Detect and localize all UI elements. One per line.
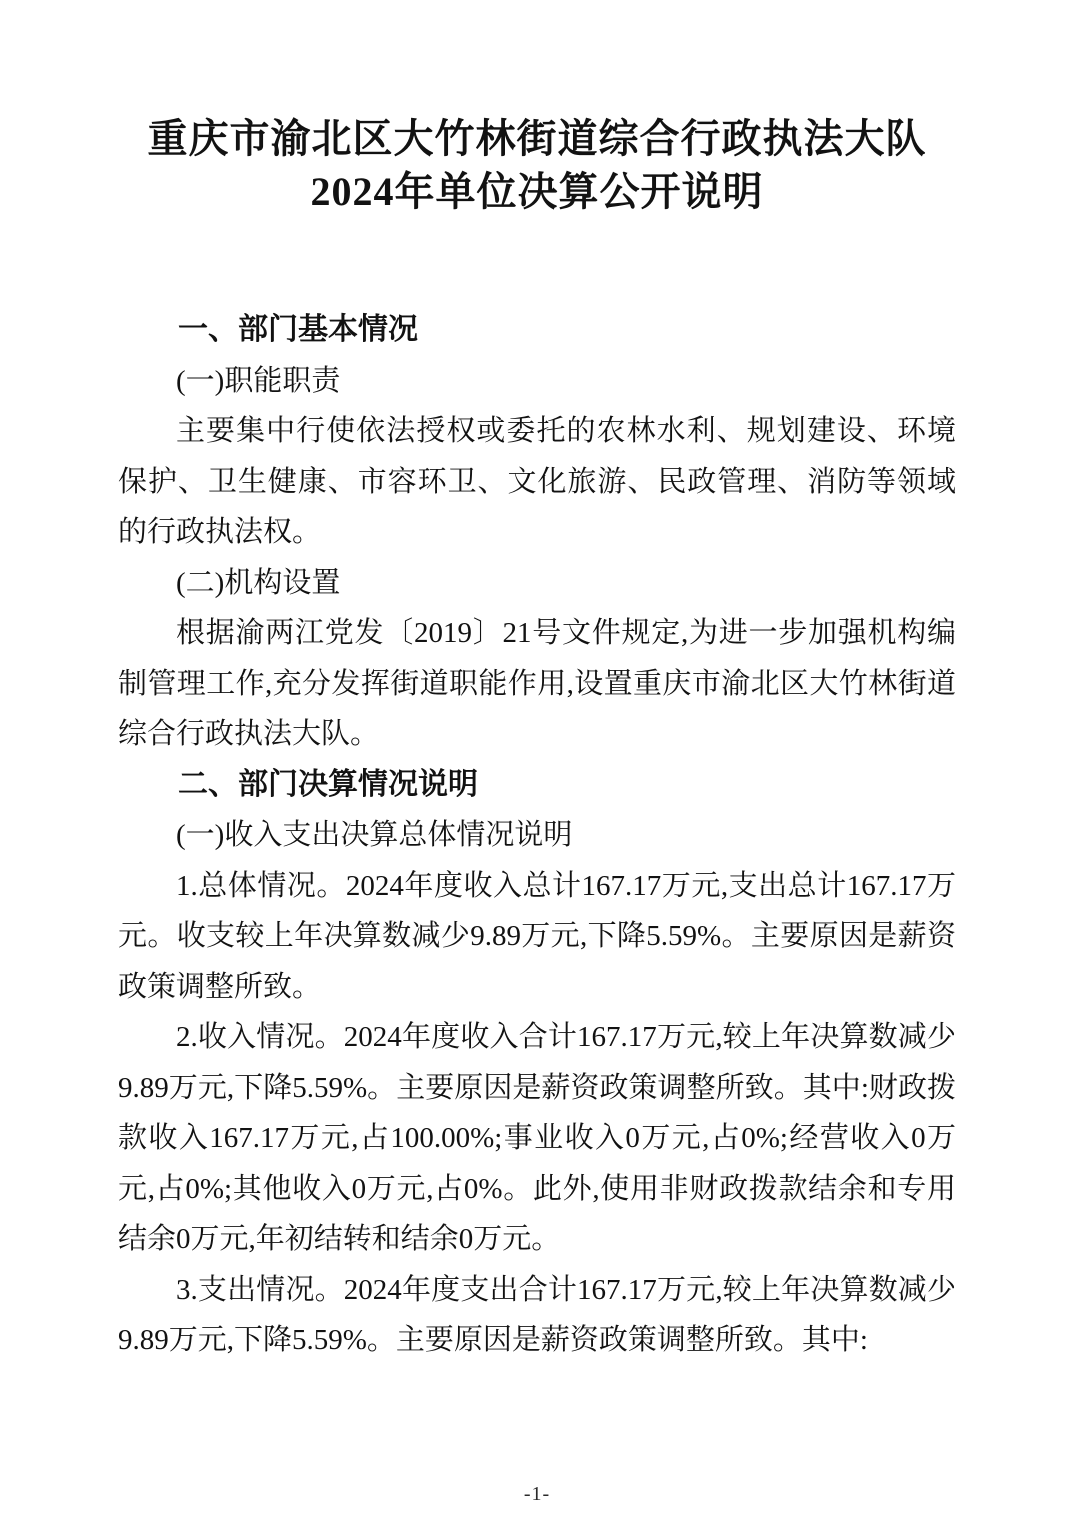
sub-heading: (一)职能职责 [176, 364, 341, 397]
sub-heading: (二)机构设置 [176, 566, 341, 599]
paragraph: 3.支出情况。2024年度支出合计167.17万元,较上年决算数减少9.89万元,下降5.59%。主要原因是薪资政策调整所致。其中: [118, 1273, 956, 1356]
paragraph: 主要集中行使依法授权或委托的农林水利、规划建设、环境保护、卫生健康、市容环卫、文化旅游、民政管理、消防等领域的行政执法权。 [118, 415, 956, 548]
page-title-line2: 2024年单位决算公开说明 [310, 169, 764, 214]
page-title [0, 0, 1074, 218]
section-heading: 一、部门基本情况 [178, 313, 418, 346]
section-heading: 二、部门决算情况说明 [178, 767, 478, 801]
sub-heading: (一)收入支出决算总体情况说明 [176, 819, 573, 851]
page-title-line1: 重庆市渝北区大竹林街道综合行政执法大队 [147, 116, 927, 161]
page-number: -1- [523, 1483, 551, 1505]
paragraph: 根据渝两江党发〔2019〕21号文件规定,为进一步加强机构编制管理工作,充分发挥街道职能作用,设置重庆市渝北区大竹林街道综合行政执法大队。 [118, 617, 956, 750]
paragraph: 2.收入情况。2024年度收入合计167.17万元,较上年决算数减少9.89万元,下降5.59%。主要原因是薪资政策调整所致。其中:财政拨款收入167.17万元,占100.00%;事业收入0万元,占0%;经营收入0万元,占0%;其他收入0万元,占0%。此外,使用非财政拨款结余和专用结余0万元,年初结转和结余0万元。 [118, 1021, 956, 1255]
document-body [118, 305, 956, 1366]
paragraph: 1.总体情况。2024年度收入总计167.17万元,支出总计167.17万元。收支较上年决算数减少9.89万元,下降5.59%。主要原因是薪资政策调整所致。 [118, 869, 956, 1003]
